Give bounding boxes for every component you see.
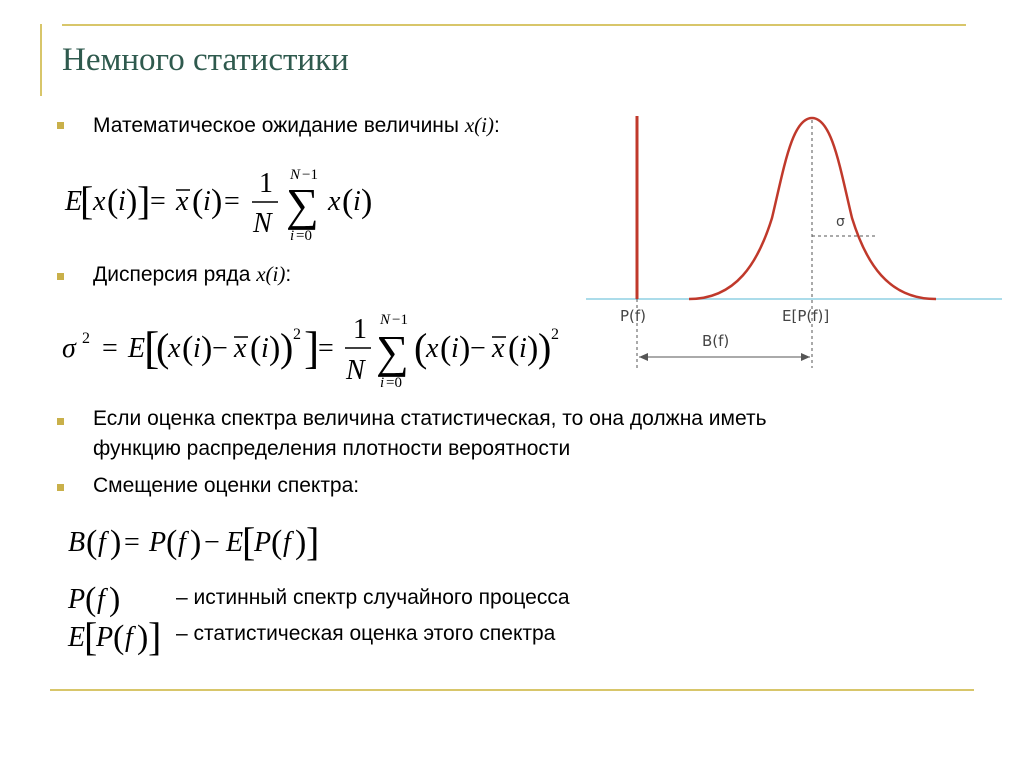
svg-text:(: ( xyxy=(414,325,428,370)
left-rule xyxy=(40,24,42,96)
svg-text:−: − xyxy=(470,333,486,364)
svg-text:i: i xyxy=(380,375,385,391)
svg-text:x: x xyxy=(426,333,439,364)
svg-text:N: N xyxy=(290,167,301,183)
bullet-marker xyxy=(57,273,64,280)
svg-text:N: N xyxy=(380,312,391,328)
svg-text:): ) xyxy=(201,330,213,367)
svg-text:(: ( xyxy=(192,183,204,220)
svg-text:P: P xyxy=(254,527,272,558)
svg-text:): ) xyxy=(280,325,294,370)
svg-text:(: ( xyxy=(440,330,452,367)
svg-text:E: E xyxy=(128,333,146,364)
svg-text:x: x xyxy=(93,186,106,217)
bullet-variable: x(i) xyxy=(256,262,286,286)
svg-text:): ) xyxy=(110,524,122,561)
svg-text:x: x xyxy=(176,186,189,217)
svg-text:(: ( xyxy=(182,330,194,367)
top-rule xyxy=(62,24,966,26)
svg-text:): ) xyxy=(527,330,539,367)
svg-text:): ) xyxy=(295,524,307,561)
bullet-text: Математическое ожидание величины xyxy=(93,114,465,137)
svg-text:(: ( xyxy=(342,183,354,220)
bottom-rule xyxy=(50,689,974,691)
svg-text:(: ( xyxy=(113,619,125,656)
bullet-text-line: Если оценка спектра величина статистическая, то она должна иметь xyxy=(93,407,767,430)
svg-text:(: ( xyxy=(271,524,283,561)
bullet-bias xyxy=(93,472,359,500)
svg-text:−: − xyxy=(212,333,228,364)
svg-text:x: x xyxy=(234,333,247,364)
svg-text:(: ( xyxy=(508,330,520,367)
svg-text:[: [ xyxy=(144,322,160,373)
bias-arrow-right-head xyxy=(801,353,810,361)
svg-text:∑: ∑ xyxy=(286,179,319,230)
svg-text:i: i xyxy=(353,186,361,217)
svg-text:E: E xyxy=(68,622,86,653)
svg-text:x: x xyxy=(168,333,181,364)
svg-text:): ) xyxy=(126,183,138,220)
slide-title: Немного статистики xyxy=(62,42,349,78)
svg-text:): ) xyxy=(269,330,281,367)
pf-label: P(f) xyxy=(620,307,647,325)
bullet-suffix: : xyxy=(285,263,292,286)
svg-text:): ) xyxy=(459,330,471,367)
svg-text:i: i xyxy=(290,228,295,244)
svg-text:B: B xyxy=(68,527,86,558)
svg-text:i: i xyxy=(451,333,459,364)
epf-label: E[P(f)] xyxy=(782,307,830,325)
svg-text:−1: −1 xyxy=(302,167,318,183)
bullet-text: Дисперсия ряда xyxy=(93,263,257,286)
svg-text:i: i xyxy=(118,186,126,217)
bullet-variable: x(i) xyxy=(464,113,494,137)
svg-text:σ: σ xyxy=(62,333,76,364)
bullet-marker xyxy=(57,122,64,129)
svg-text:(: ( xyxy=(85,581,97,618)
svg-text:]: ] xyxy=(304,322,320,373)
svg-text:E: E xyxy=(226,527,244,558)
svg-text:]: ] xyxy=(148,614,162,659)
svg-text:): ) xyxy=(109,581,121,618)
formula-variance xyxy=(62,305,572,396)
svg-text:N: N xyxy=(346,355,365,386)
spectrum-distribution-figure xyxy=(586,108,1006,383)
svg-text:P: P xyxy=(96,622,114,653)
bullet-marker xyxy=(57,418,64,425)
svg-text:=: = xyxy=(124,527,140,558)
svg-text:f: f xyxy=(283,527,291,558)
bullet-text: Смещение оценки спектра: xyxy=(93,474,360,497)
svg-text:=: = xyxy=(224,186,240,217)
svg-text:2: 2 xyxy=(293,326,301,343)
svg-text:i: i xyxy=(203,186,211,217)
bullet-expectation xyxy=(93,111,500,140)
formula-expectation xyxy=(62,160,392,251)
bullet-marker xyxy=(57,484,64,491)
bullet-distribution-note xyxy=(93,405,767,463)
svg-text:P: P xyxy=(68,584,86,615)
svg-text:P: P xyxy=(149,527,167,558)
svg-text:i: i xyxy=(261,333,269,364)
svg-text:=0: =0 xyxy=(386,375,402,391)
svg-text:x: x xyxy=(328,186,341,217)
bias-arrow-left-head xyxy=(639,353,648,361)
svg-text:[: [ xyxy=(242,519,256,564)
svg-text:(: ( xyxy=(86,524,98,561)
svg-text:(: ( xyxy=(156,325,170,370)
svg-text:[: [ xyxy=(80,178,94,223)
svg-text:1: 1 xyxy=(353,314,367,345)
svg-text:): ) xyxy=(211,183,223,220)
svg-text:f: f xyxy=(98,527,106,558)
svg-text:): ) xyxy=(190,524,202,561)
svg-text:): ) xyxy=(361,183,373,220)
definition-spectrum-estimate: – статистическая оценка этого спектра xyxy=(176,622,556,645)
svg-text:=: = xyxy=(102,333,118,364)
svg-text:2: 2 xyxy=(82,330,90,347)
bullet-suffix: : xyxy=(493,114,500,137)
svg-text:−: − xyxy=(204,527,220,558)
svg-text:(: ( xyxy=(107,183,119,220)
svg-text:1: 1 xyxy=(259,168,273,199)
symbol-spectrum-estimate xyxy=(66,614,176,665)
svg-text:x: x xyxy=(492,333,505,364)
svg-text:f: f xyxy=(97,584,105,615)
svg-text:): ) xyxy=(538,325,552,370)
bullet-text-line: функцию распределения плотности вероятности xyxy=(93,437,571,460)
svg-text:i: i xyxy=(519,333,527,364)
svg-text:i: i xyxy=(193,333,201,364)
svg-text:]: ] xyxy=(137,178,151,223)
svg-text:=0: =0 xyxy=(296,228,312,244)
svg-text:−1: −1 xyxy=(392,312,408,328)
definition-true-spectrum: – истинный спектр случайного процесса xyxy=(176,586,570,609)
svg-text:(: ( xyxy=(166,524,178,561)
svg-text:f: f xyxy=(178,527,186,558)
bullet-variance xyxy=(93,260,291,289)
svg-text:2: 2 xyxy=(551,326,559,343)
svg-text:∑: ∑ xyxy=(376,326,409,377)
svg-text:=: = xyxy=(318,333,334,364)
bf-label: B(f) xyxy=(702,332,730,350)
svg-text:E: E xyxy=(65,186,83,217)
formula-bias xyxy=(66,515,366,576)
svg-text:]: ] xyxy=(306,519,320,564)
svg-text:[: [ xyxy=(84,614,98,659)
svg-text:N: N xyxy=(253,208,272,239)
svg-text:): ) xyxy=(137,619,149,656)
sigma-label: σ xyxy=(836,214,845,230)
svg-text:f: f xyxy=(125,622,133,653)
svg-text:(: ( xyxy=(250,330,262,367)
svg-text:=: = xyxy=(150,186,166,217)
